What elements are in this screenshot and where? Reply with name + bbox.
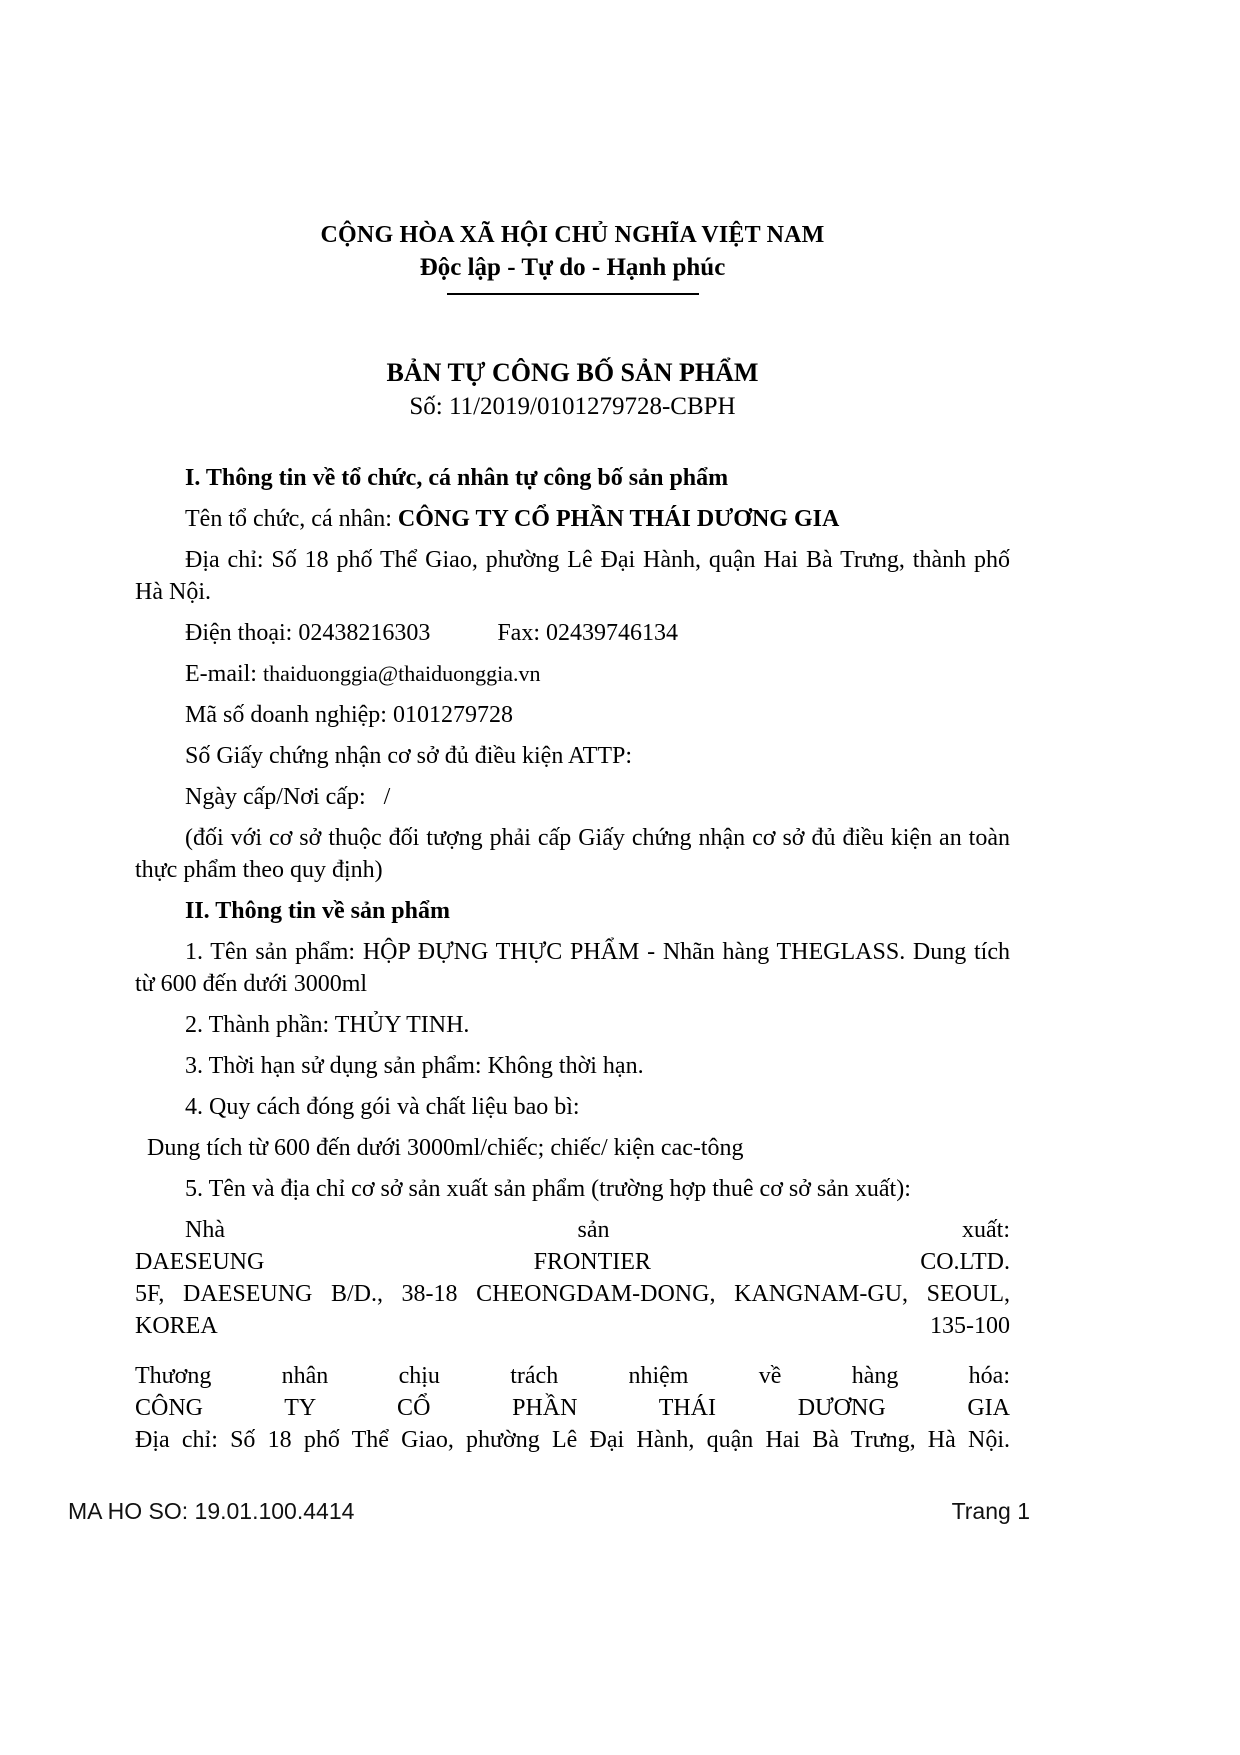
- fax-label: Fax:: [497, 620, 540, 646]
- attp-note: (đối với cơ sở thuộc đối tượng phải cấp Giấy chứng nhận cơ sở đủ điều kiện an toàn thực phẩm theo quy định): [135, 825, 1010, 883]
- national-motto: Độc lập - Tự do - Hạnh phúc: [419, 254, 726, 281]
- document-title: BẢN TỰ CÔNG BỐ SẢN PHẨM: [386, 358, 759, 387]
- document-body: [135, 462, 1010, 1456]
- national-header: [135, 220, 1010, 295]
- business-id-line: [135, 699, 1010, 731]
- manufacturer-label: Nhà sản xuất:: [185, 1217, 1010, 1243]
- manufacturer-address-line1: 5F, DAESEUNG B/D., 38-18 CHEONGDAM-DONG, KANGNAM-GU, SEOUL,: [135, 1281, 1010, 1307]
- manufacturer-name: DAESEUNG FRONTIER CO.LTD.: [135, 1249, 1010, 1275]
- business-id-label: Mã số doanh nghiệp:: [185, 702, 387, 728]
- phone-value: 02438216303: [298, 620, 431, 646]
- manufacturer-section-line: 5. Tên và địa chỉ cơ sở sản xuất sản phẩm (trường hợp thuê cơ sở sản xuất):: [185, 1176, 911, 1202]
- document-number: Số: 11/2019/0101279728-CBPH: [409, 393, 736, 420]
- org-name-value: CÔNG TY CỔ PHẦN THÁI DƯƠNG GIA: [397, 506, 840, 532]
- header-divider: [447, 293, 699, 295]
- packaging-line: 4. Quy cách đóng gói và chất liệu bao bì:: [185, 1094, 580, 1120]
- phone-label: Điện thoại:: [185, 620, 293, 646]
- trader-label: Thương nhân chịu trách nhiệm về hàng hóa:: [135, 1363, 1010, 1389]
- national-title: CỘNG HÒA XÃ HỘI CHỦ NGHĨA VIỆT NAM: [320, 222, 825, 248]
- packaging-detail-line: Dung tích từ 600 đến dưới 3000ml/chiếc; chiếc/ kiện cac-tông: [147, 1135, 744, 1161]
- manufacturer-country: KOREA: [135, 1313, 218, 1339]
- email-value: thaiduonggia@thaiduonggia.vn: [262, 661, 541, 686]
- manufacturer-address-line2: [135, 1310, 1010, 1342]
- document-title-block: [135, 356, 1010, 423]
- org-name-line: [135, 503, 1010, 535]
- footer-file-number: MA HO SO: 19.01.100.4414: [68, 1498, 355, 1524]
- issue-date-line: [135, 781, 1010, 813]
- email-line: [135, 658, 1010, 690]
- issue-date-value: /: [383, 784, 391, 810]
- org-name-label: Tên tổ chức, cá nhân:: [185, 506, 392, 532]
- org-address-line: Địa chỉ: Số 18 phố Thể Giao, phường Lê Đại Hành, quận Hai Bà Trưng, thành phố Hà Nội.: [135, 547, 1010, 605]
- business-id-value: 0101279728: [392, 702, 513, 728]
- page-footer: [68, 1498, 1030, 1525]
- email-label: E-mail:: [185, 661, 257, 687]
- product-name-line: 1. Tên sản phẩm: HỘP ĐỰNG THỰC PHẨM - Nhãn hàng THEGLASS. Dung tích từ 600 đến dưới 3000ml: [135, 939, 1010, 997]
- section-2-heading: II. Thông tin về sản phẩm: [185, 898, 450, 924]
- manufacturer-postal-code: 135-100: [930, 1313, 1010, 1339]
- shelf-life-line: 3. Thời hạn sử dụng sản phẩm: Không thời hạn.: [185, 1053, 644, 1079]
- trader-address: Địa chỉ: Số 18 phố Thể Giao, phường Lê Đại Hành, quận Hai Bà Trưng, Hà Nội.: [135, 1427, 1010, 1453]
- section-1-heading: I. Thông tin về tổ chức, cá nhân tự công bố sản phẩm: [185, 465, 729, 491]
- fax-value: 02439746134: [545, 620, 678, 646]
- issue-date-label: Ngày cấp/Nơi cấp:: [185, 784, 366, 810]
- trader-name: CÔNG TY CỔ PHẦN THÁI DƯƠNG GIA: [135, 1395, 1010, 1421]
- ingredients-line: 2. Thành phần: THỦY TINH.: [185, 1012, 470, 1038]
- footer-page-number: Trang 1: [951, 1498, 1030, 1524]
- phone-fax-line: [135, 617, 1010, 649]
- attp-certificate-line: Số Giấy chứng nhận cơ sở đủ điều kiện ATTP:: [185, 743, 633, 769]
